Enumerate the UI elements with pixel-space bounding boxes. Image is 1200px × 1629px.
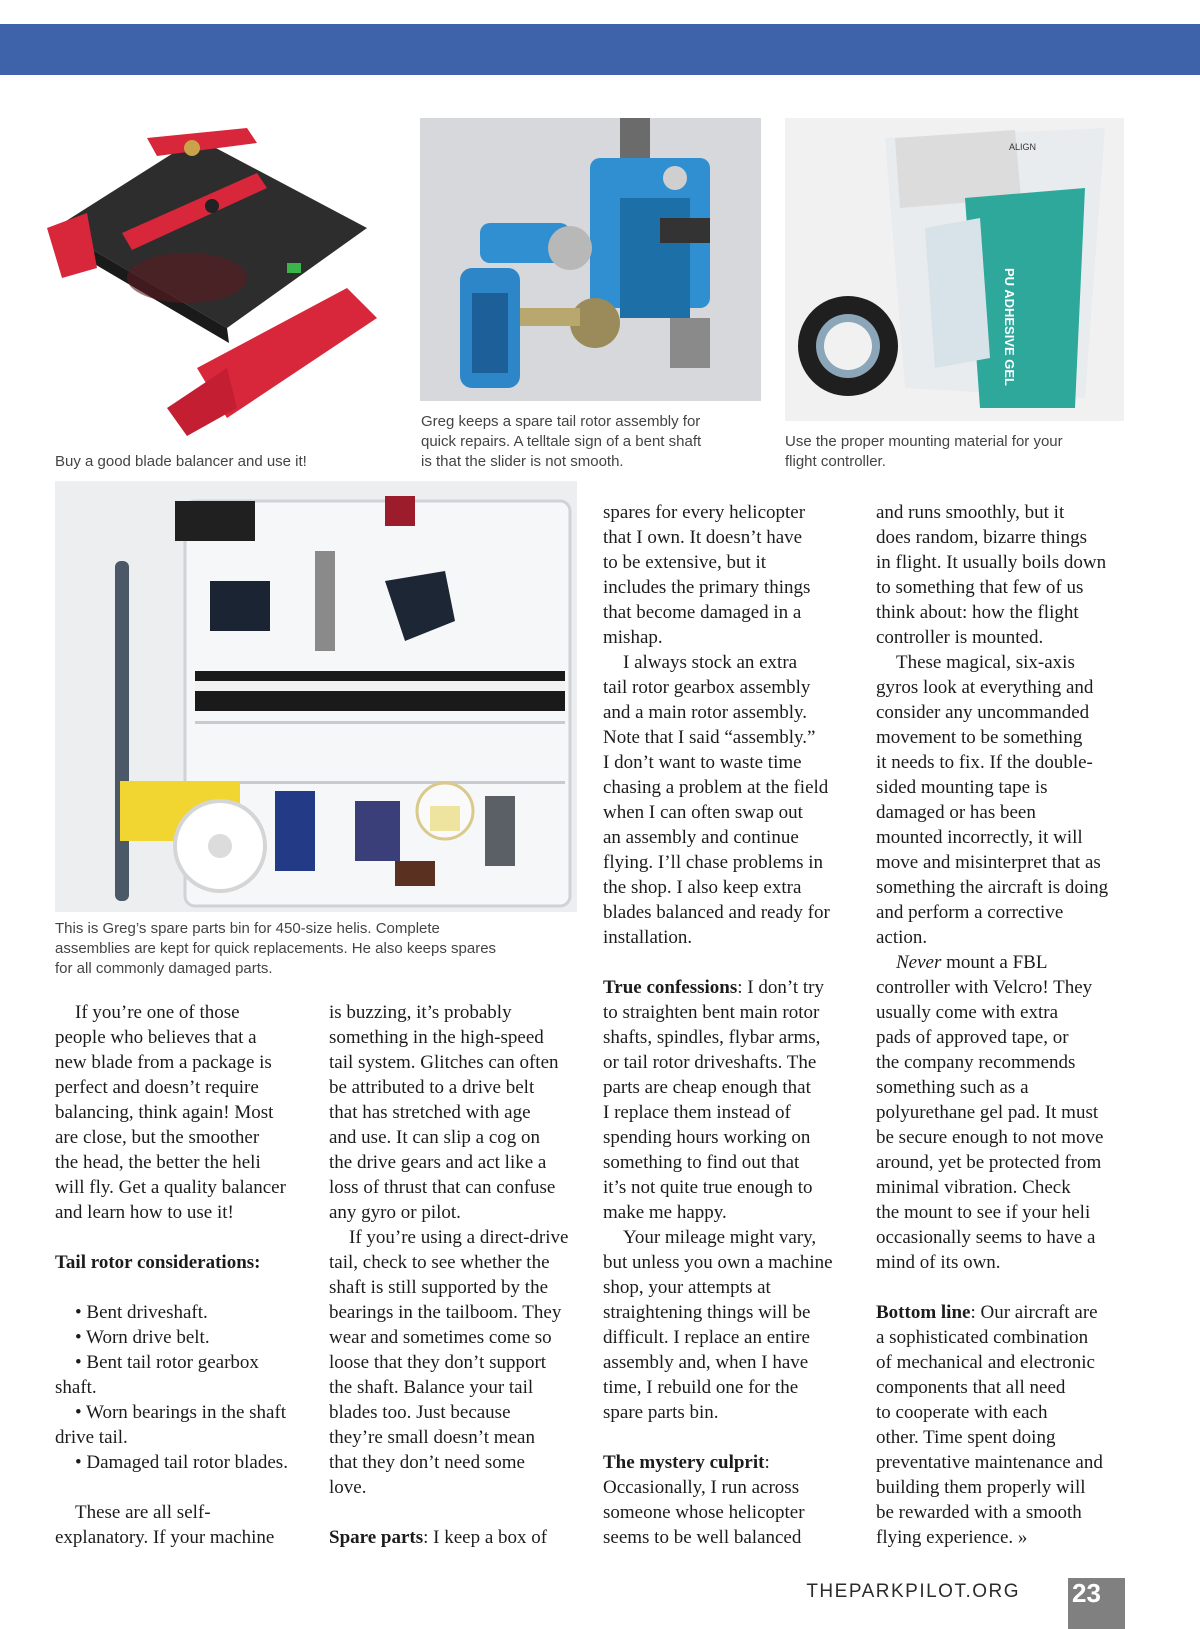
- body-line: I don’t want to waste time: [603, 752, 802, 773]
- align-brand-text: ALIGN: [1009, 142, 1037, 152]
- caption-line: Use the proper mounting material for your: [785, 433, 1063, 450]
- body-line: minimal vibration. Check: [876, 1177, 1071, 1198]
- section-heading: Tail rotor considerations:: [55, 1252, 261, 1273]
- body-line: mishap.: [603, 627, 663, 648]
- body-line: and learn how to use it!: [55, 1202, 234, 1223]
- body-line: think about: how the flight: [876, 602, 1079, 623]
- caption-line: flight controller.: [785, 453, 886, 470]
- body-line: and a main rotor assembly.: [603, 702, 808, 723]
- body-line: blades too. Just because: [329, 1402, 511, 1423]
- body-line: These magical, six-axis: [896, 652, 1075, 673]
- body-line: movement to be something: [876, 727, 1083, 748]
- caption-line: is that the slider is not smooth.: [421, 453, 624, 470]
- body-line: Your mileage might vary,: [623, 1227, 817, 1248]
- body-line: people who believes that a: [55, 1027, 257, 1048]
- body-line: bearings in the tailboom. They: [329, 1302, 562, 1323]
- body-text: mount a FBL: [941, 952, 1048, 973]
- body-line: action.: [876, 927, 928, 948]
- body-line: installation.: [603, 927, 693, 948]
- caption-line: quick repairs. A telltale sign of a bent shaft: [421, 433, 702, 450]
- body-line: pads of approved tape, or: [876, 1027, 1069, 1048]
- true-confessions-line: [603, 975, 858, 1000]
- body-line: are close, but the smoother: [55, 1127, 260, 1148]
- body-line: move and misinterpret that as: [876, 852, 1101, 873]
- parts-bin-caption: [55, 919, 496, 979]
- caption-line: Greg keeps a spare tail rotor assembly for: [421, 413, 701, 430]
- body-line: preventative maintenance and: [876, 1452, 1103, 1473]
- body-line: occasionally seems to have a: [876, 1227, 1096, 1248]
- body-line: assembly and, when I have: [603, 1352, 809, 1373]
- body-line: difficult. I replace an entire: [603, 1327, 810, 1348]
- body-line: the mount to see if your heli: [876, 1202, 1091, 1223]
- body-line: If you’re one of those: [75, 1002, 240, 1023]
- bullet-item: • Bent tail rotor gearbox: [75, 1352, 259, 1373]
- bullet-item: shaft.: [55, 1377, 97, 1398]
- body-line: something to find out that: [603, 1152, 800, 1173]
- body-line: the head, the better the heli: [55, 1152, 261, 1173]
- body-line: it needs to fix. If the double-: [876, 752, 1093, 773]
- mystery-culprit-heading: The mystery culprit: [603, 1452, 765, 1473]
- body-line: mounted incorrectly, it will: [876, 827, 1083, 848]
- body-line: These are all self-: [75, 1502, 211, 1523]
- body-line: a sophisticated combination: [876, 1327, 1089, 1348]
- body-line: controller with Velcro! They: [876, 977, 1093, 998]
- parts-bin-photo: [55, 481, 577, 912]
- body-line: in flight. It usually boils down: [876, 552, 1107, 573]
- body-line: tail rotor gearbox assembly: [603, 677, 811, 698]
- body-line: of mechanical and electronic: [876, 1352, 1095, 1373]
- body-line: new blade from a package is: [55, 1052, 272, 1073]
- body-line: be secure enough to not move: [876, 1127, 1104, 1148]
- blade-balancer-photo: [47, 118, 380, 438]
- text-column-2: [329, 1000, 579, 1550]
- body-line: to cooperate with each: [876, 1402, 1048, 1423]
- body-line: or tail rotor driveshafts. The: [603, 1052, 817, 1073]
- body-line: controller is mounted.: [876, 627, 1044, 648]
- never-emphasis: Never: [896, 952, 942, 973]
- body-line: will fly. Get a quality balancer: [55, 1177, 286, 1198]
- body-line: I replace them instead of: [603, 1102, 791, 1123]
- body-line: the company recommends: [876, 1052, 1076, 1073]
- body-line: Note that I said “assembly.”: [603, 727, 816, 748]
- true-confessions-heading: True confessions: [603, 977, 738, 998]
- body-line: consider any uncommanded: [876, 702, 1090, 723]
- text-column-1: [55, 1000, 305, 1550]
- body-line: components that all need: [876, 1377, 1066, 1398]
- body-line: any gyro or pilot.: [329, 1202, 461, 1223]
- body-line: usually come with extra: [876, 1002, 1059, 1023]
- body-line: gyros look at everything and: [876, 677, 1094, 698]
- body-line: spending hours working on: [603, 1127, 811, 1148]
- body-line: the shaft. Balance your tail: [329, 1377, 534, 1398]
- body-line: they’re small doesn’t mean: [329, 1427, 535, 1448]
- body-line: loose that they don’t support: [329, 1352, 547, 1373]
- body-text: : I keep a box of: [423, 1527, 548, 1548]
- body-line: be attributed to a drive belt: [329, 1077, 535, 1098]
- body-line: and use. It can slip a cog on: [329, 1127, 541, 1148]
- body-text: :: [764, 1452, 770, 1473]
- body-line: that I own. It doesn’t have: [603, 527, 803, 548]
- adhesive-gel-photo: [785, 118, 1124, 421]
- tail-rotor-photo: [420, 118, 761, 401]
- body-line: something such as a: [876, 1077, 1029, 1098]
- body-line: time, I rebuild one for the: [603, 1377, 799, 1398]
- spare-parts-line: [329, 1525, 579, 1550]
- body-line: something in the high-speed: [329, 1027, 544, 1048]
- body-line: tail, check to see whether the: [329, 1252, 550, 1273]
- body-line: and perform a corrective: [876, 902, 1064, 923]
- bullet-item: • Worn bearings in the shaft: [75, 1402, 287, 1423]
- body-line: does random, bizarre things: [876, 527, 1088, 548]
- body-line: other. Time spent doing: [876, 1427, 1056, 1448]
- body-line: it’s not quite true enough to: [603, 1177, 813, 1198]
- mounting-caption: [785, 432, 1063, 472]
- body-line: love.: [329, 1477, 367, 1498]
- body-line: make me happy.: [603, 1202, 727, 1223]
- body-line: spare parts bin.: [603, 1402, 719, 1423]
- body-line: Occasionally, I run across: [603, 1477, 800, 1498]
- body-line: shafts, spindles, flybar arms,: [603, 1027, 821, 1048]
- body-line: flying. I’ll chase problems in: [603, 852, 824, 873]
- spare-parts-heading: Spare parts: [329, 1527, 424, 1548]
- body-line: to straighten bent main rotor: [603, 1002, 820, 1023]
- body-line: blades balanced and ready for: [603, 902, 830, 923]
- body-line: explanatory. If your machine: [55, 1527, 275, 1548]
- tail-rotor-caption: [421, 412, 701, 472]
- body-line: something the aircraft is doing: [876, 877, 1109, 898]
- text-column-4: [876, 500, 1136, 1550]
- body-line: shaft is still supported by the: [329, 1277, 549, 1298]
- body-line: chasing a problem at the field: [603, 777, 829, 798]
- body-line: spares for every helicopter: [603, 502, 806, 523]
- body-line: that become damaged in a: [603, 602, 802, 623]
- body-line: around, yet be protected from: [876, 1152, 1102, 1173]
- body-line: polyurethane gel pad. It must: [876, 1102, 1099, 1123]
- never-line: [876, 950, 1136, 975]
- bullet-item: • Bent driveshaft.: [75, 1302, 208, 1323]
- balancer-caption: Buy a good blade balancer and use it!: [55, 453, 307, 470]
- bullet-item: • Worn drive belt.: [75, 1327, 210, 1348]
- header-bar: [0, 24, 1200, 75]
- bullet-item: drive tail.: [55, 1427, 128, 1448]
- bullet-item: • Damaged tail rotor blades.: [75, 1452, 288, 1473]
- body-line: sided mounting tape is: [876, 777, 1048, 798]
- body-line: an assembly and continue: [603, 827, 799, 848]
- body-line: includes the primary things: [603, 577, 811, 598]
- body-line: parts are cheap enough that: [603, 1077, 811, 1098]
- body-line: to something that few of us: [876, 577, 1084, 598]
- body-line: mind of its own.: [876, 1252, 1001, 1273]
- body-line: balancing, think again! Most: [55, 1102, 274, 1123]
- page-number: 23: [1068, 1578, 1125, 1629]
- body-line: be rewarded with a smooth: [876, 1502, 1082, 1523]
- body-line: that has stretched with age: [329, 1102, 531, 1123]
- body-line: shop, your attempts at: [603, 1277, 771, 1298]
- body-line: If you’re using a direct-drive: [349, 1227, 569, 1248]
- body-line: to be extensive, but it: [603, 552, 767, 573]
- body-line: tail system. Glitches can often: [329, 1052, 559, 1073]
- body-line: but unless you own a machine: [603, 1252, 833, 1273]
- body-text: : I don’t try: [737, 977, 824, 998]
- adhesive-gel-text: PU ADHESIVE GEL: [1002, 268, 1017, 386]
- body-line: building them properly will: [876, 1477, 1086, 1498]
- caption-line: assemblies are kept for quick replacements. He also keeps spares: [55, 940, 497, 957]
- body-line: perfect and doesn’t require: [55, 1077, 259, 1098]
- body-line: seems to be well balanced: [603, 1527, 802, 1548]
- body-line: someone whose helicopter: [603, 1502, 805, 1523]
- body-line: is buzzing, it’s probably: [329, 1002, 512, 1023]
- body-line: the shop. I also keep extra: [603, 877, 802, 898]
- text-column-3: [603, 500, 858, 1550]
- body-line: and runs smoothly, but it: [876, 502, 1065, 523]
- caption-line: This is Greg’s spare parts bin for 450-size helis. Complete: [55, 920, 440, 937]
- bottom-line-heading: Bottom line: [876, 1302, 971, 1323]
- body-text: : Our aircraft are: [970, 1302, 1098, 1323]
- body-line: wear and sometimes come so: [329, 1327, 552, 1348]
- mystery-culprit-line: [603, 1450, 858, 1475]
- body-line: loss of thrust that can confuse: [329, 1177, 556, 1198]
- body-line: damaged or has been: [876, 802, 1036, 823]
- body-line: I always stock an extra: [623, 652, 798, 673]
- body-line: that they don’t need some: [329, 1452, 525, 1473]
- footer-site-link[interactable]: THEPARKPILOT.ORG: [806, 1581, 1020, 1602]
- bottom-line-line: [876, 1300, 1136, 1325]
- body-line: when I can often swap out: [603, 802, 803, 823]
- body-line: flying experience. »: [876, 1527, 1028, 1548]
- body-line: straightening things will be: [603, 1302, 811, 1323]
- body-line: the drive gears and act like a: [329, 1152, 547, 1173]
- caption-line: for all commonly damaged parts.: [55, 960, 273, 977]
